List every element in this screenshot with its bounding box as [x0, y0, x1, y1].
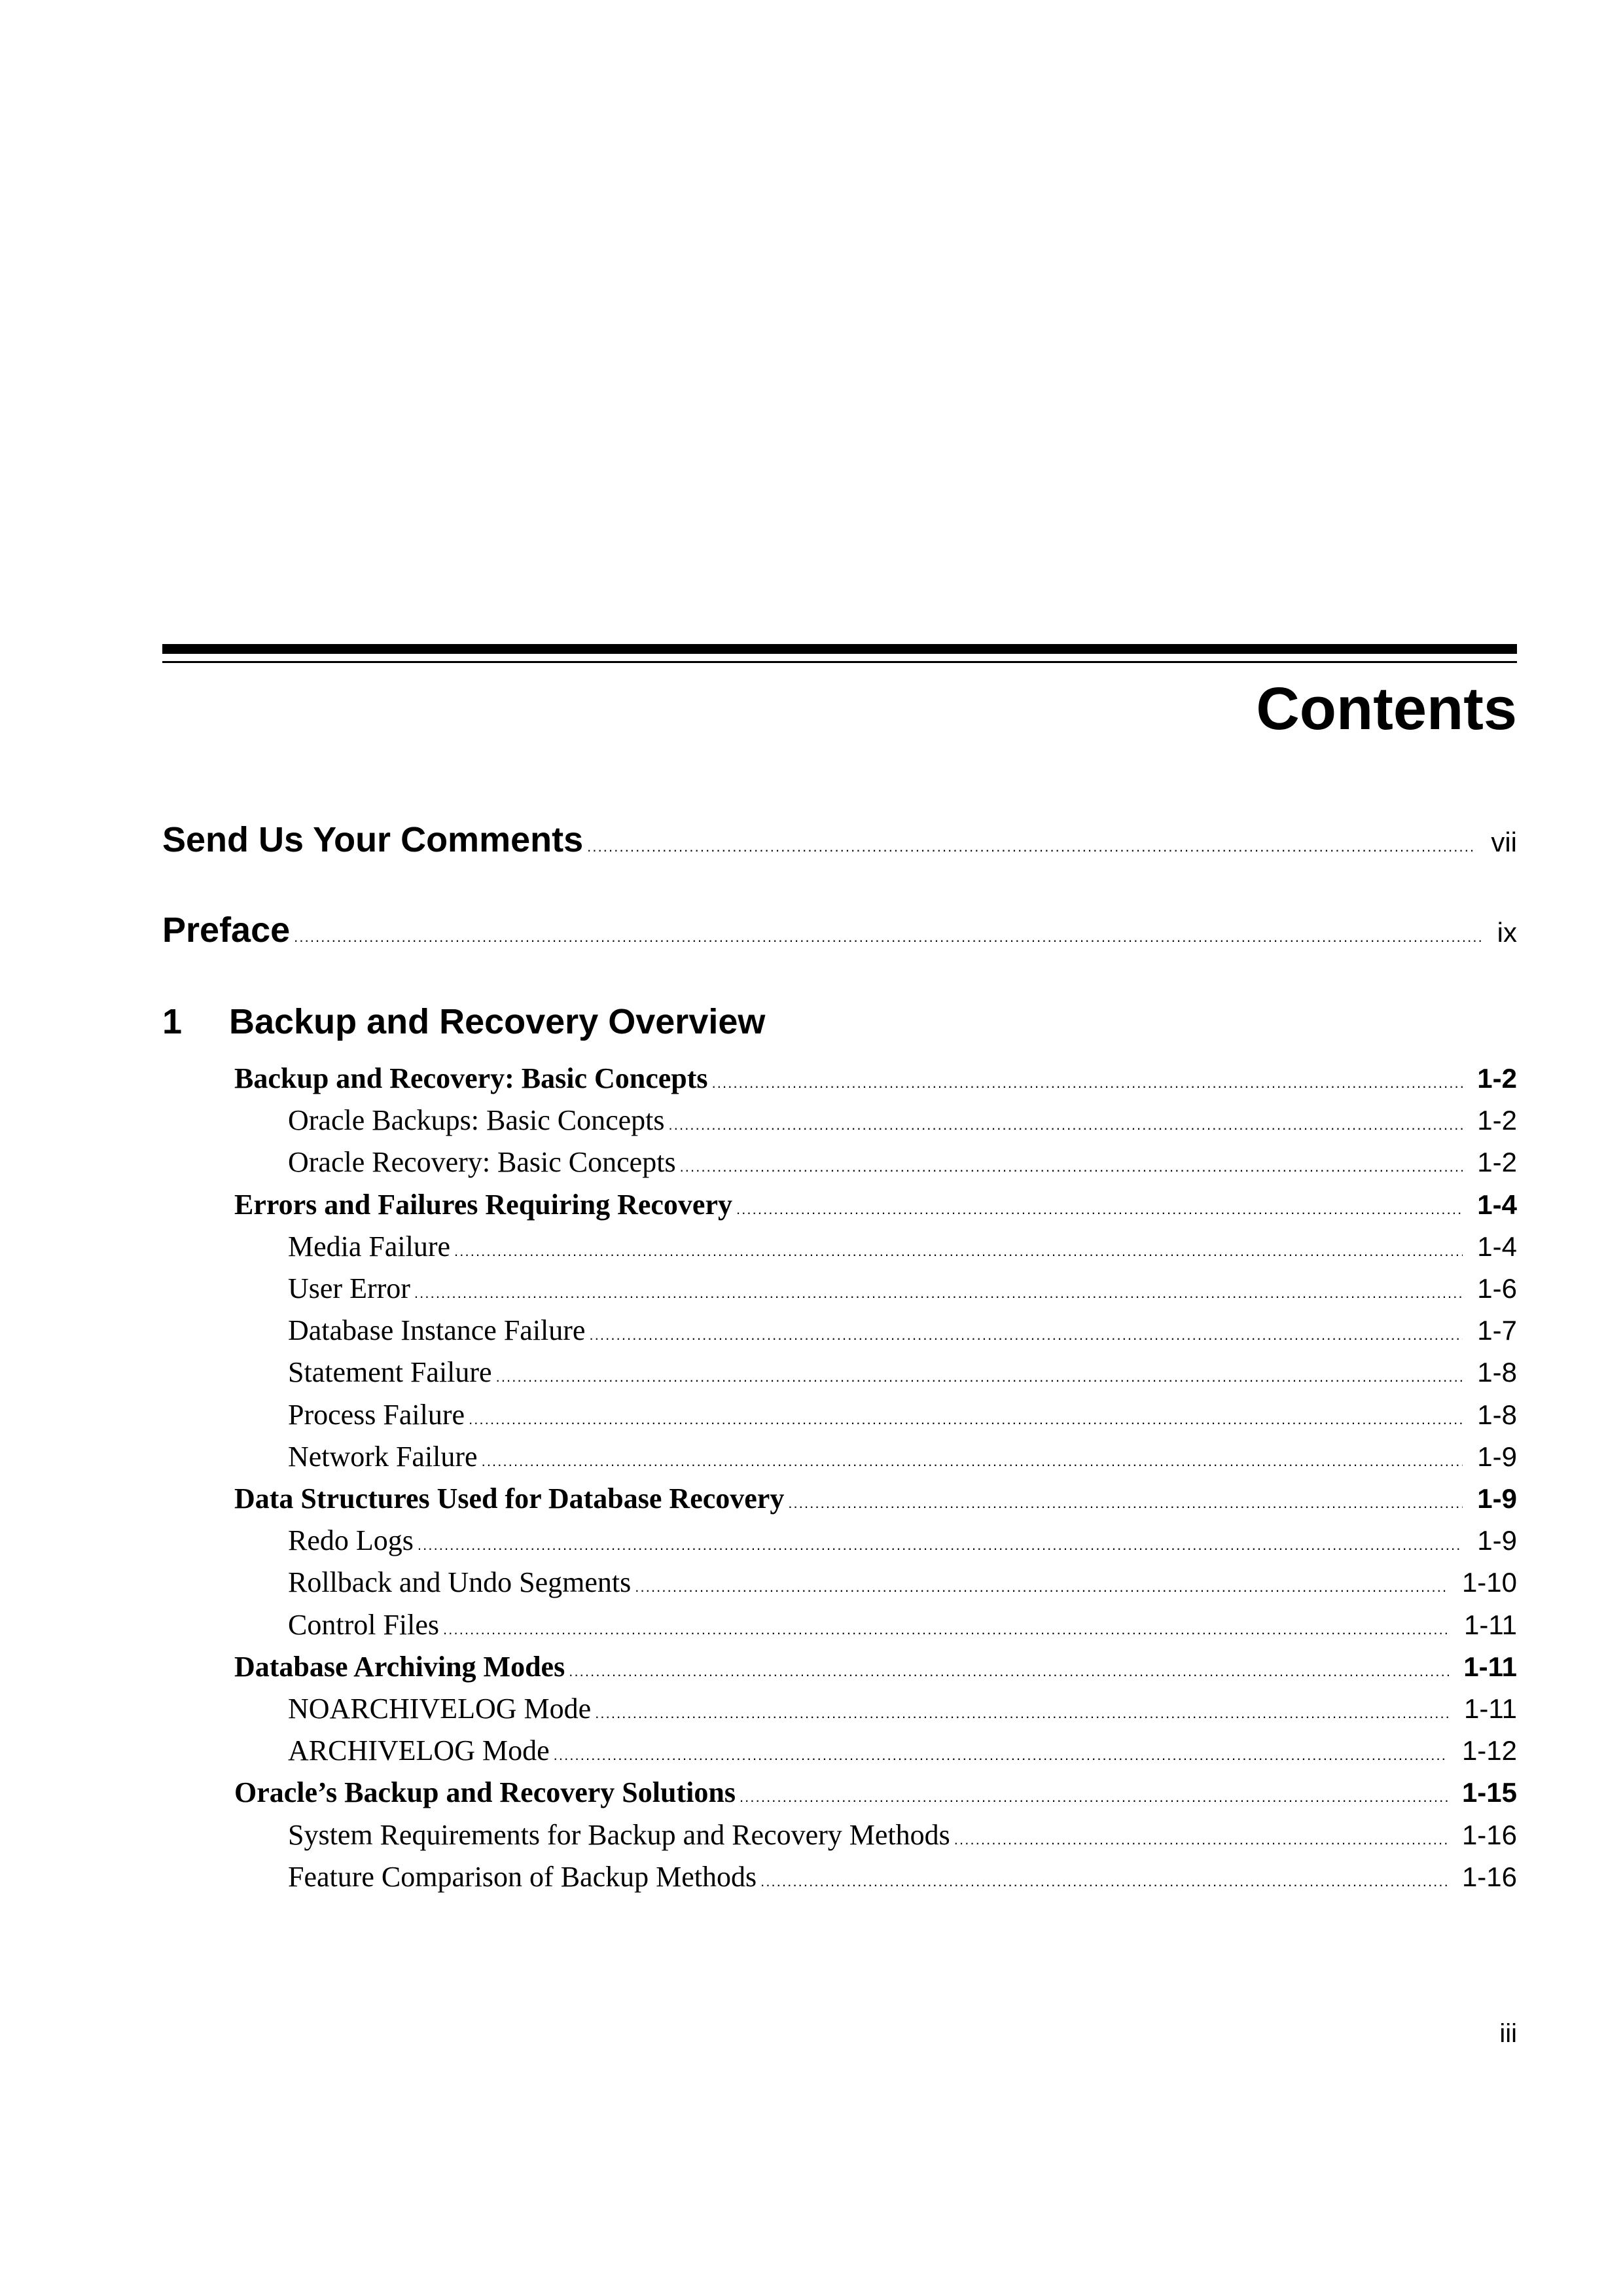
toc-entry-title: Rollback and Undo Segments: [288, 1566, 632, 1598]
dot-leader: [954, 1831, 1448, 1848]
toc-entry[interactable]: [288, 1230, 1517, 1272]
toc-entry-title: Control Files: [288, 1609, 440, 1641]
page-title: Contents: [1256, 675, 1517, 742]
toc-entry[interactable]: [288, 1734, 1517, 1776]
dot-leader: [736, 1201, 1463, 1218]
toc-entry-page: 1-15: [1461, 1777, 1517, 1808]
toc-entry-page: 1-2: [1477, 1147, 1517, 1177]
page-folio: iii: [1499, 2019, 1517, 2048]
toc-entry-page: 1-9: [1477, 1441, 1517, 1472]
toc-entry-page: 1-7: [1477, 1315, 1517, 1346]
dot-leader: [712, 1075, 1463, 1092]
toc-entry-send-us-your-comments[interactable]: [162, 819, 1517, 872]
toc-entry-page: 1-2: [1477, 1105, 1517, 1136]
toc-entry-title: Statement Failure: [288, 1356, 492, 1388]
toc-entry[interactable]: [234, 1188, 1517, 1230]
chapter-number: 1: [162, 1002, 183, 1041]
toc-entry-page: 1-4: [1477, 1231, 1517, 1262]
toc-entry[interactable]: [288, 1398, 1517, 1440]
toc-entry-page: 1-2: [1477, 1063, 1517, 1094]
toc-entry[interactable]: [288, 1272, 1517, 1314]
dot-leader: [635, 1579, 1448, 1596]
toc-entry-title: Errors and Failures Requiring Recovery: [234, 1189, 732, 1221]
toc-entry-page: 1-11: [1463, 1651, 1517, 1682]
dot-leader: [554, 1747, 1448, 1764]
toc-entry-page: 1-8: [1477, 1357, 1517, 1388]
toc-entry-title: Preface: [162, 910, 291, 950]
toc-entry-page: 1-16: [1461, 1861, 1517, 1892]
toc-entry-title: Media Failure: [288, 1230, 451, 1263]
toc-entry-title: Oracle’s Backup and Recovery Solutions: [234, 1776, 736, 1808]
toc-entry-title: Backup and Recovery: Basic Concepts: [234, 1062, 708, 1094]
toc-entry-title: User Error: [288, 1272, 410, 1304]
toc-entry-page: 1-12: [1461, 1735, 1517, 1766]
toc-entry-page: 1-6: [1477, 1273, 1517, 1304]
toc-entry[interactable]: [288, 1692, 1517, 1734]
toc-entry-page: 1-9: [1477, 1483, 1517, 1514]
toc-entry-title: Feature Comparison of Backup Methods: [288, 1861, 757, 1893]
chapter-heading[interactable]: [162, 1001, 765, 1042]
dot-leader: [788, 1495, 1463, 1512]
toc-entry[interactable]: [288, 1566, 1517, 1607]
toc-entry-page: 1-9: [1477, 1525, 1517, 1556]
toc-entry-title: Send Us Your Comments: [162, 820, 584, 859]
dot-leader: [680, 1158, 1463, 1175]
toc-entry-title: Process Failure: [288, 1399, 465, 1431]
toc-entry-page: 1-4: [1477, 1189, 1517, 1220]
dot-leader: [418, 1537, 1463, 1554]
toc-entry-title: Oracle Backups: Basic Concepts: [288, 1104, 665, 1136]
toc-entry[interactable]: [288, 1145, 1517, 1187]
toc-entry-title: Oracle Recovery: Basic Concepts: [288, 1146, 676, 1178]
toc-entry[interactable]: [288, 1103, 1517, 1145]
toc-entry-title: Network Failure: [288, 1441, 478, 1473]
dot-leader: [587, 838, 1476, 855]
dot-leader: [482, 1453, 1463, 1470]
toc-entry-title: Data Structures Used for Database Recovery: [234, 1482, 785, 1515]
toc-entry[interactable]: [234, 1650, 1517, 1692]
toc-entry[interactable]: [288, 1355, 1517, 1397]
dot-leader: [443, 1621, 1450, 1638]
dot-leader: [669, 1117, 1463, 1134]
toc-entry[interactable]: [288, 1440, 1517, 1482]
dot-leader: [294, 929, 1483, 946]
toc-entry-page: 1-16: [1461, 1820, 1517, 1850]
toc-entry-page: 1-8: [1477, 1399, 1517, 1430]
dot-leader: [469, 1411, 1463, 1428]
toc-entry[interactable]: [288, 1524, 1517, 1566]
toc-entry-page: 1-11: [1464, 1693, 1517, 1724]
toc-entry-title: Database Archiving Modes: [234, 1651, 565, 1683]
toc-entry-page: 1-10: [1461, 1567, 1517, 1598]
dot-leader: [595, 1705, 1450, 1722]
toc-entry[interactable]: [234, 1062, 1517, 1103]
header-rule-thick: [162, 644, 1517, 654]
dot-leader: [569, 1663, 1449, 1680]
toc-entry-page: vii: [1491, 827, 1517, 857]
toc-entry-title: Database Instance Failure: [288, 1314, 586, 1346]
dot-leader: [496, 1369, 1463, 1386]
chapter-title: Backup and Recovery Overview: [229, 1002, 766, 1041]
toc-entry[interactable]: [288, 1818, 1517, 1860]
toc-entry-page: ix: [1497, 917, 1517, 948]
toc-entry-title: ARCHIVELOG Mode: [288, 1734, 550, 1767]
toc-entry[interactable]: [234, 1482, 1517, 1524]
header-rule-thin: [162, 661, 1517, 663]
dot-leader: [454, 1243, 1463, 1260]
dot-leader: [740, 1789, 1448, 1806]
toc-entry[interactable]: [288, 1314, 1517, 1355]
toc-entry-page: 1-11: [1464, 1609, 1517, 1640]
toc-entry[interactable]: [288, 1860, 1517, 1902]
dot-leader: [414, 1285, 1463, 1302]
toc-entry-title: NOARCHIVELOG Mode: [288, 1693, 592, 1725]
toc-entry[interactable]: [288, 1608, 1517, 1650]
toc-entry[interactable]: [234, 1776, 1517, 1818]
toc-entry-title: System Requirements for Backup and Recovery Methods: [288, 1819, 950, 1851]
dot-leader: [589, 1327, 1463, 1344]
dot-leader: [760, 1873, 1448, 1890]
toc-entry-preface[interactable]: [162, 910, 1517, 962]
toc-entry-title: Redo Logs: [288, 1524, 414, 1556]
